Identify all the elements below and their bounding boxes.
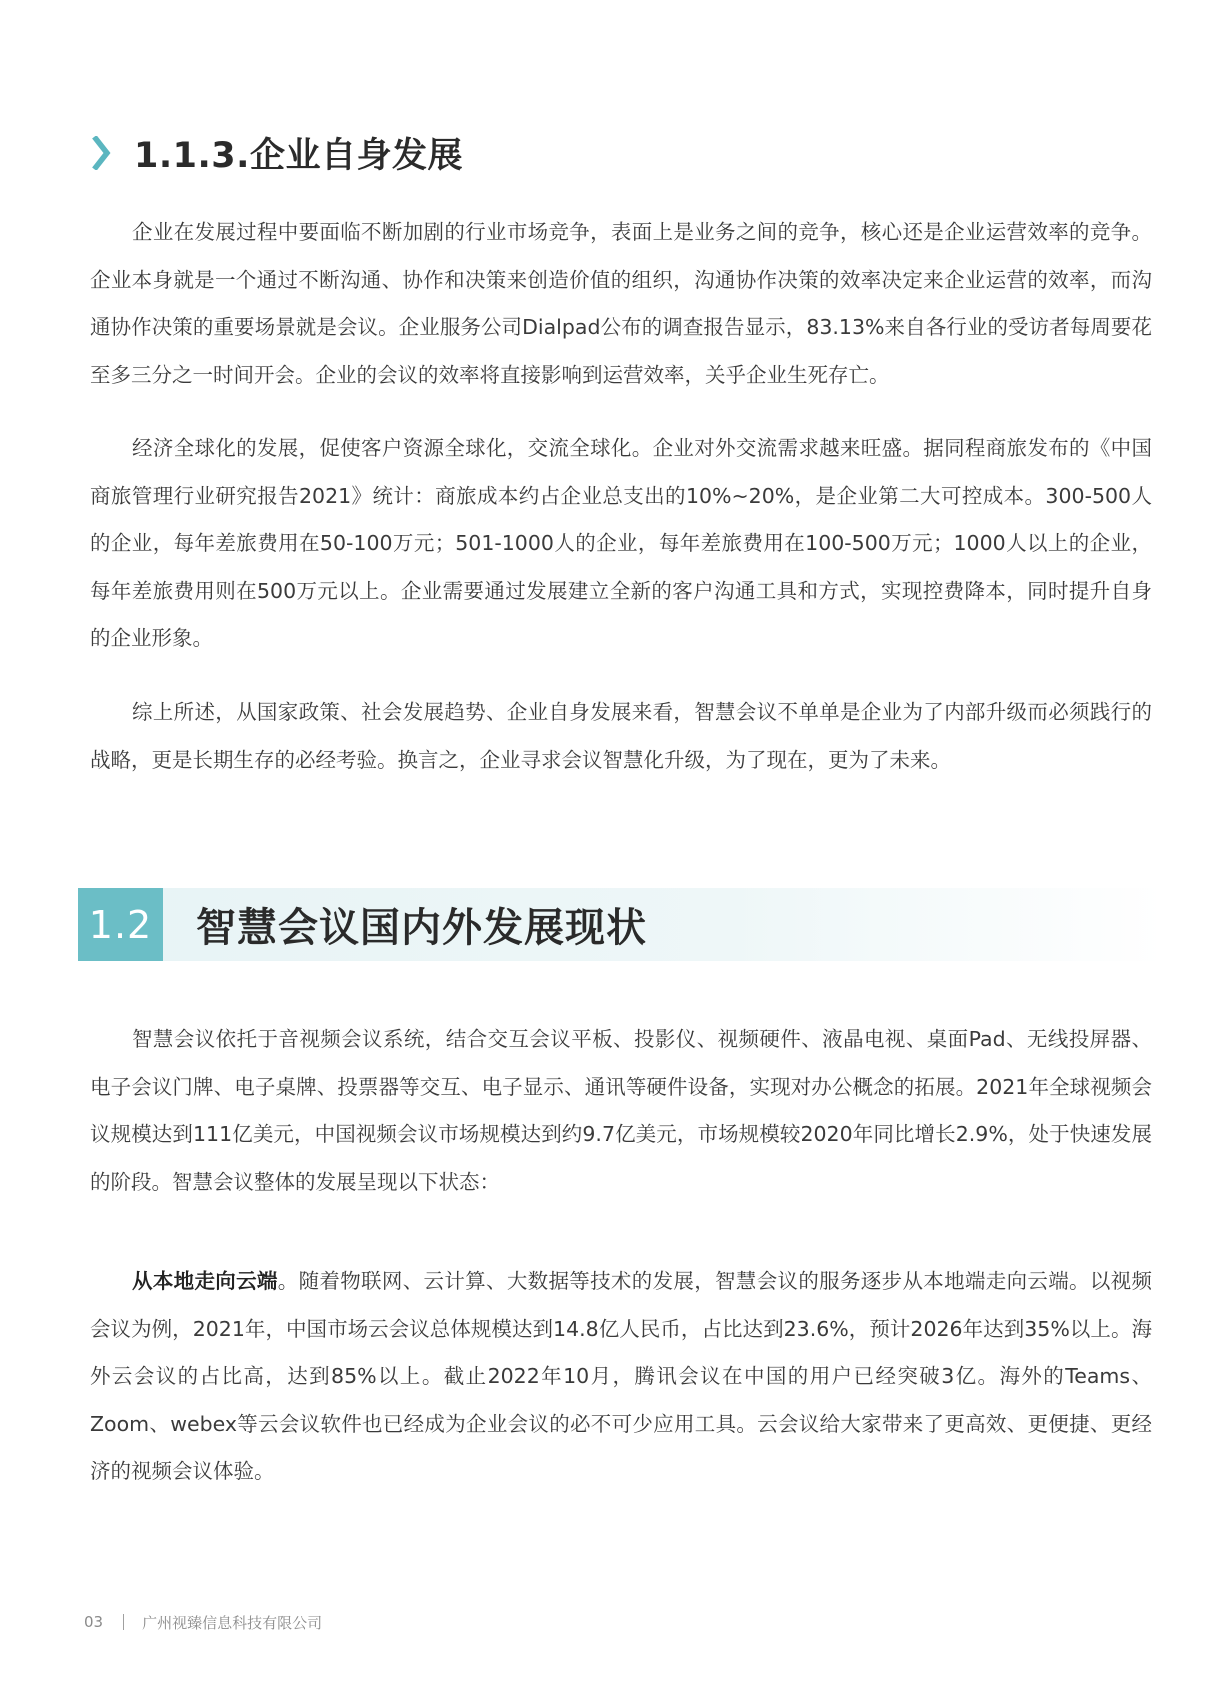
paragraph-1: 企业在发展过程中要面临不断加剧的行业市场竞争，表面上是业务之间的竞争，核心还是企业运营效率的竞争。企业本身就是一个通过不断沟通、协作和决策来创造价值的组织，沟通协作决策的效率决定来企业运营的效率，而沟通协作决策的重要场景就是会议。企业服务公司Dialpad公布的调查报告显示，83.13%来自各行业的受访者每周要花至多三分之一时间开会。企业的会议的效率将直接影响到运营效率，关乎企业生死存亡。 bbox=[90, 220, 1152, 387]
paragraph-cloud-text: 。随着物联网、云计算、大数据等技术的发展，智慧会议的服务逐步从本地端走向云端。以视频会议为例，2021年，中国市场云会议总体规模达到14.8亿人民币，占比达到23.6%，预计2026年达到35%以上。海外云会议的占比高，达到85%以上。截止2022年10月，腾讯会议在中国的用户已经突破3亿。海外的Teams、Zoom、webex等云会议软件也已经成为企业会议的必不可少应用工具。云会议给大家带来了更高效、更便捷、更经济的视频会议体验。 bbox=[90, 1269, 1153, 1483]
section-title-113: 1.1.3.企业自身发展 bbox=[134, 136, 463, 176]
company-name: 广州视臻信息科技有限公司 bbox=[142, 1613, 323, 1632]
page-footer bbox=[84, 1610, 322, 1634]
paragraph-intro: 智慧会议依托于音视频会议系统，结合交互会议平板、投影仪、视频硬件、液晶电视、桌面Pad、无线投屏器、电子会议门牌、电子桌牌、投票器等交互、电子显示、通讯等硬件设备，实现对办公概念的拓展。2021年全球视频会议规模达到111亿美元，中国视频会议市场规模达到约9.7亿美元，市场规模较2020年同比增长2.9%，处于快速发展的阶段。智慧会议整体的发展呈现以下状态： bbox=[90, 1027, 1152, 1194]
paragraph-3: 综上所述，从国家政策、社会发展趋势、企业自身发展来看，智慧会议不单单是企业为了内部升级而必须践行的战略，更是长期生存的必经考验。换言之，企业寻求会议智慧化升级，为了现在，更为了未来。 bbox=[90, 700, 1152, 772]
footer-divider bbox=[123, 1614, 124, 1630]
section-title-12: 智慧会议国内外发展现状 bbox=[196, 905, 647, 951]
section-number: 1.2 bbox=[78, 888, 163, 961]
paragraph-cloud bbox=[90, 1258, 1152, 1496]
section-banner-12 bbox=[78, 888, 1164, 961]
paragraph-cloud-lead: 从本地走向云端 bbox=[132, 1269, 278, 1293]
page-number: 03 bbox=[84, 1613, 104, 1631]
chevron-right-icon bbox=[92, 136, 112, 170]
section-heading-113 bbox=[92, 128, 463, 178]
paragraph-2: 经济全球化的发展，促使客户资源全球化，交流全球化。企业对外交流需求越来旺盛。据同程商旅发布的《中国商旅管理行业研究报告2021》统计：商旅成本约占企业总支出的10%~20%，是企业第二大可控成本。300-500人的企业，每年差旅费用在50-100万元；501-1000人的企业，每年差旅费用在100-500万元；1000人以上的企业，每年差旅费用则在500万元以上。企业需要通过发展建立全新的客户沟通工具和方式，实现控费降本，同时提升自身的企业形象。 bbox=[90, 436, 1152, 650]
